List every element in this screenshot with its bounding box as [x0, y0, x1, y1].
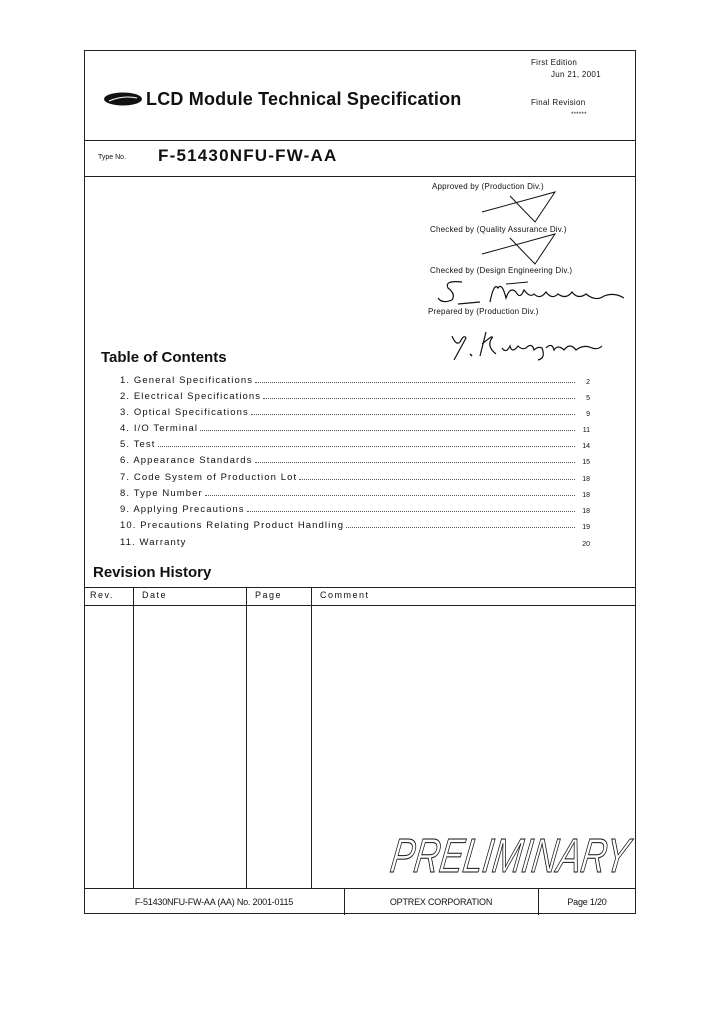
toc-leader — [205, 494, 575, 496]
prepared-by-label: Prepared by (Production Div.) — [428, 307, 539, 316]
column-header-date: Date — [142, 590, 168, 600]
toc-leader — [247, 510, 575, 512]
toc-item-page: 18 — [582, 492, 590, 499]
footer-doc-number: F-51430NFU-FW-AA (AA) No. 2001-0115 — [134, 897, 294, 907]
divider — [84, 140, 636, 141]
toc-leader — [255, 461, 575, 463]
toc-item-label: 10. Precautions Relating Product Handling — [120, 520, 345, 531]
toc-item-page: 2 — [586, 379, 590, 386]
checked-qa-label: Checked by (Quality Assurance Div.) — [430, 225, 567, 234]
type-number: F-51430NFU-FW-AA — [158, 146, 338, 165]
toc-item-page: 14 — [582, 443, 590, 450]
approval-check-mark — [480, 190, 560, 230]
toc-leader — [299, 478, 575, 480]
footer-page: Page 1/20 — [567, 897, 607, 907]
toc-item-label: 5. Test — [120, 439, 156, 450]
toc-item-label: 9. Applying Precautions — [120, 504, 245, 515]
divider — [84, 176, 636, 177]
approved-by-label: Approved by (Production Div.) — [432, 182, 544, 191]
toc-leader — [255, 381, 575, 383]
revision-history-title: Revision History — [93, 564, 212, 581]
toc-item-page: 20 — [582, 541, 590, 548]
column-divider — [311, 588, 312, 889]
toc-item-page: 11 — [582, 427, 590, 434]
toc-leader — [251, 413, 575, 415]
final-revision-value: ****** — [571, 112, 587, 118]
toc-item[interactable] — [120, 452, 590, 466]
header-divider — [84, 605, 636, 606]
toc-item[interactable] — [120, 436, 590, 450]
toc-item[interactable] — [120, 420, 590, 434]
toc-item[interactable] — [120, 469, 590, 483]
type-no-label: Type No. — [98, 154, 127, 161]
toc-item[interactable] — [120, 372, 590, 386]
toc-item-page: 18 — [582, 476, 590, 483]
toc-item-label: 8. Type Number — [120, 488, 203, 499]
toc-item-label: 6. Appearance Standards — [120, 455, 253, 466]
toc-leader — [263, 397, 575, 399]
toc-item-page: 5 — [586, 395, 590, 402]
toc-item[interactable] — [120, 534, 590, 548]
toc-item[interactable] — [120, 501, 590, 515]
checked-design-label: Checked by (Design Engineering Div.) — [430, 266, 573, 275]
toc-leader — [346, 526, 575, 528]
preliminary-stamp — [386, 822, 719, 883]
column-divider — [246, 588, 247, 889]
final-revision-label: Final Revision — [531, 98, 586, 107]
footer-company: OPTREX CORPORATION — [389, 897, 493, 907]
toc-leader — [189, 543, 575, 545]
toc-item-label: 4. I/O Terminal — [120, 423, 199, 434]
company-logo-icon — [103, 92, 143, 106]
toc-item-label: 2. Electrical Specifications — [120, 391, 262, 402]
signature-matsuoka — [436, 278, 630, 308]
column-divider — [133, 588, 134, 889]
toc-item[interactable] — [120, 517, 590, 531]
toc-item-label: 11. Warranty — [120, 537, 187, 548]
first-edition-date: Jun 21, 2001 — [551, 70, 601, 79]
toc-item[interactable] — [120, 485, 590, 499]
toc-leader — [200, 429, 575, 431]
toc-item[interactable] — [120, 388, 590, 402]
column-header-rev: Rev. — [90, 590, 114, 600]
footer — [84, 888, 636, 915]
toc-item-page: 9 — [586, 411, 590, 418]
preliminary-stamp-text: PRELIMINARY — [387, 829, 719, 883]
document-title: LCD Module Technical Specification — [146, 89, 462, 109]
toc-item-label: 1. General Specifications — [120, 375, 254, 386]
toc-item-page: 15 — [582, 459, 590, 466]
toc-title: Table of Contents — [101, 349, 227, 366]
column-header-comment: Comment — [320, 590, 370, 600]
toc-item-page: 19 — [582, 524, 590, 531]
toc-item-label: 3. Optical Specifications — [120, 407, 249, 418]
toc-item-page: 18 — [582, 508, 590, 515]
first-edition-label: First Edition — [531, 58, 578, 67]
column-header-page: Page — [255, 590, 283, 600]
signature-kuragano — [446, 328, 606, 362]
toc-item-label: 7. Code System of Production Lot — [120, 472, 298, 483]
toc-leader — [158, 445, 575, 447]
toc-item[interactable] — [120, 404, 590, 418]
